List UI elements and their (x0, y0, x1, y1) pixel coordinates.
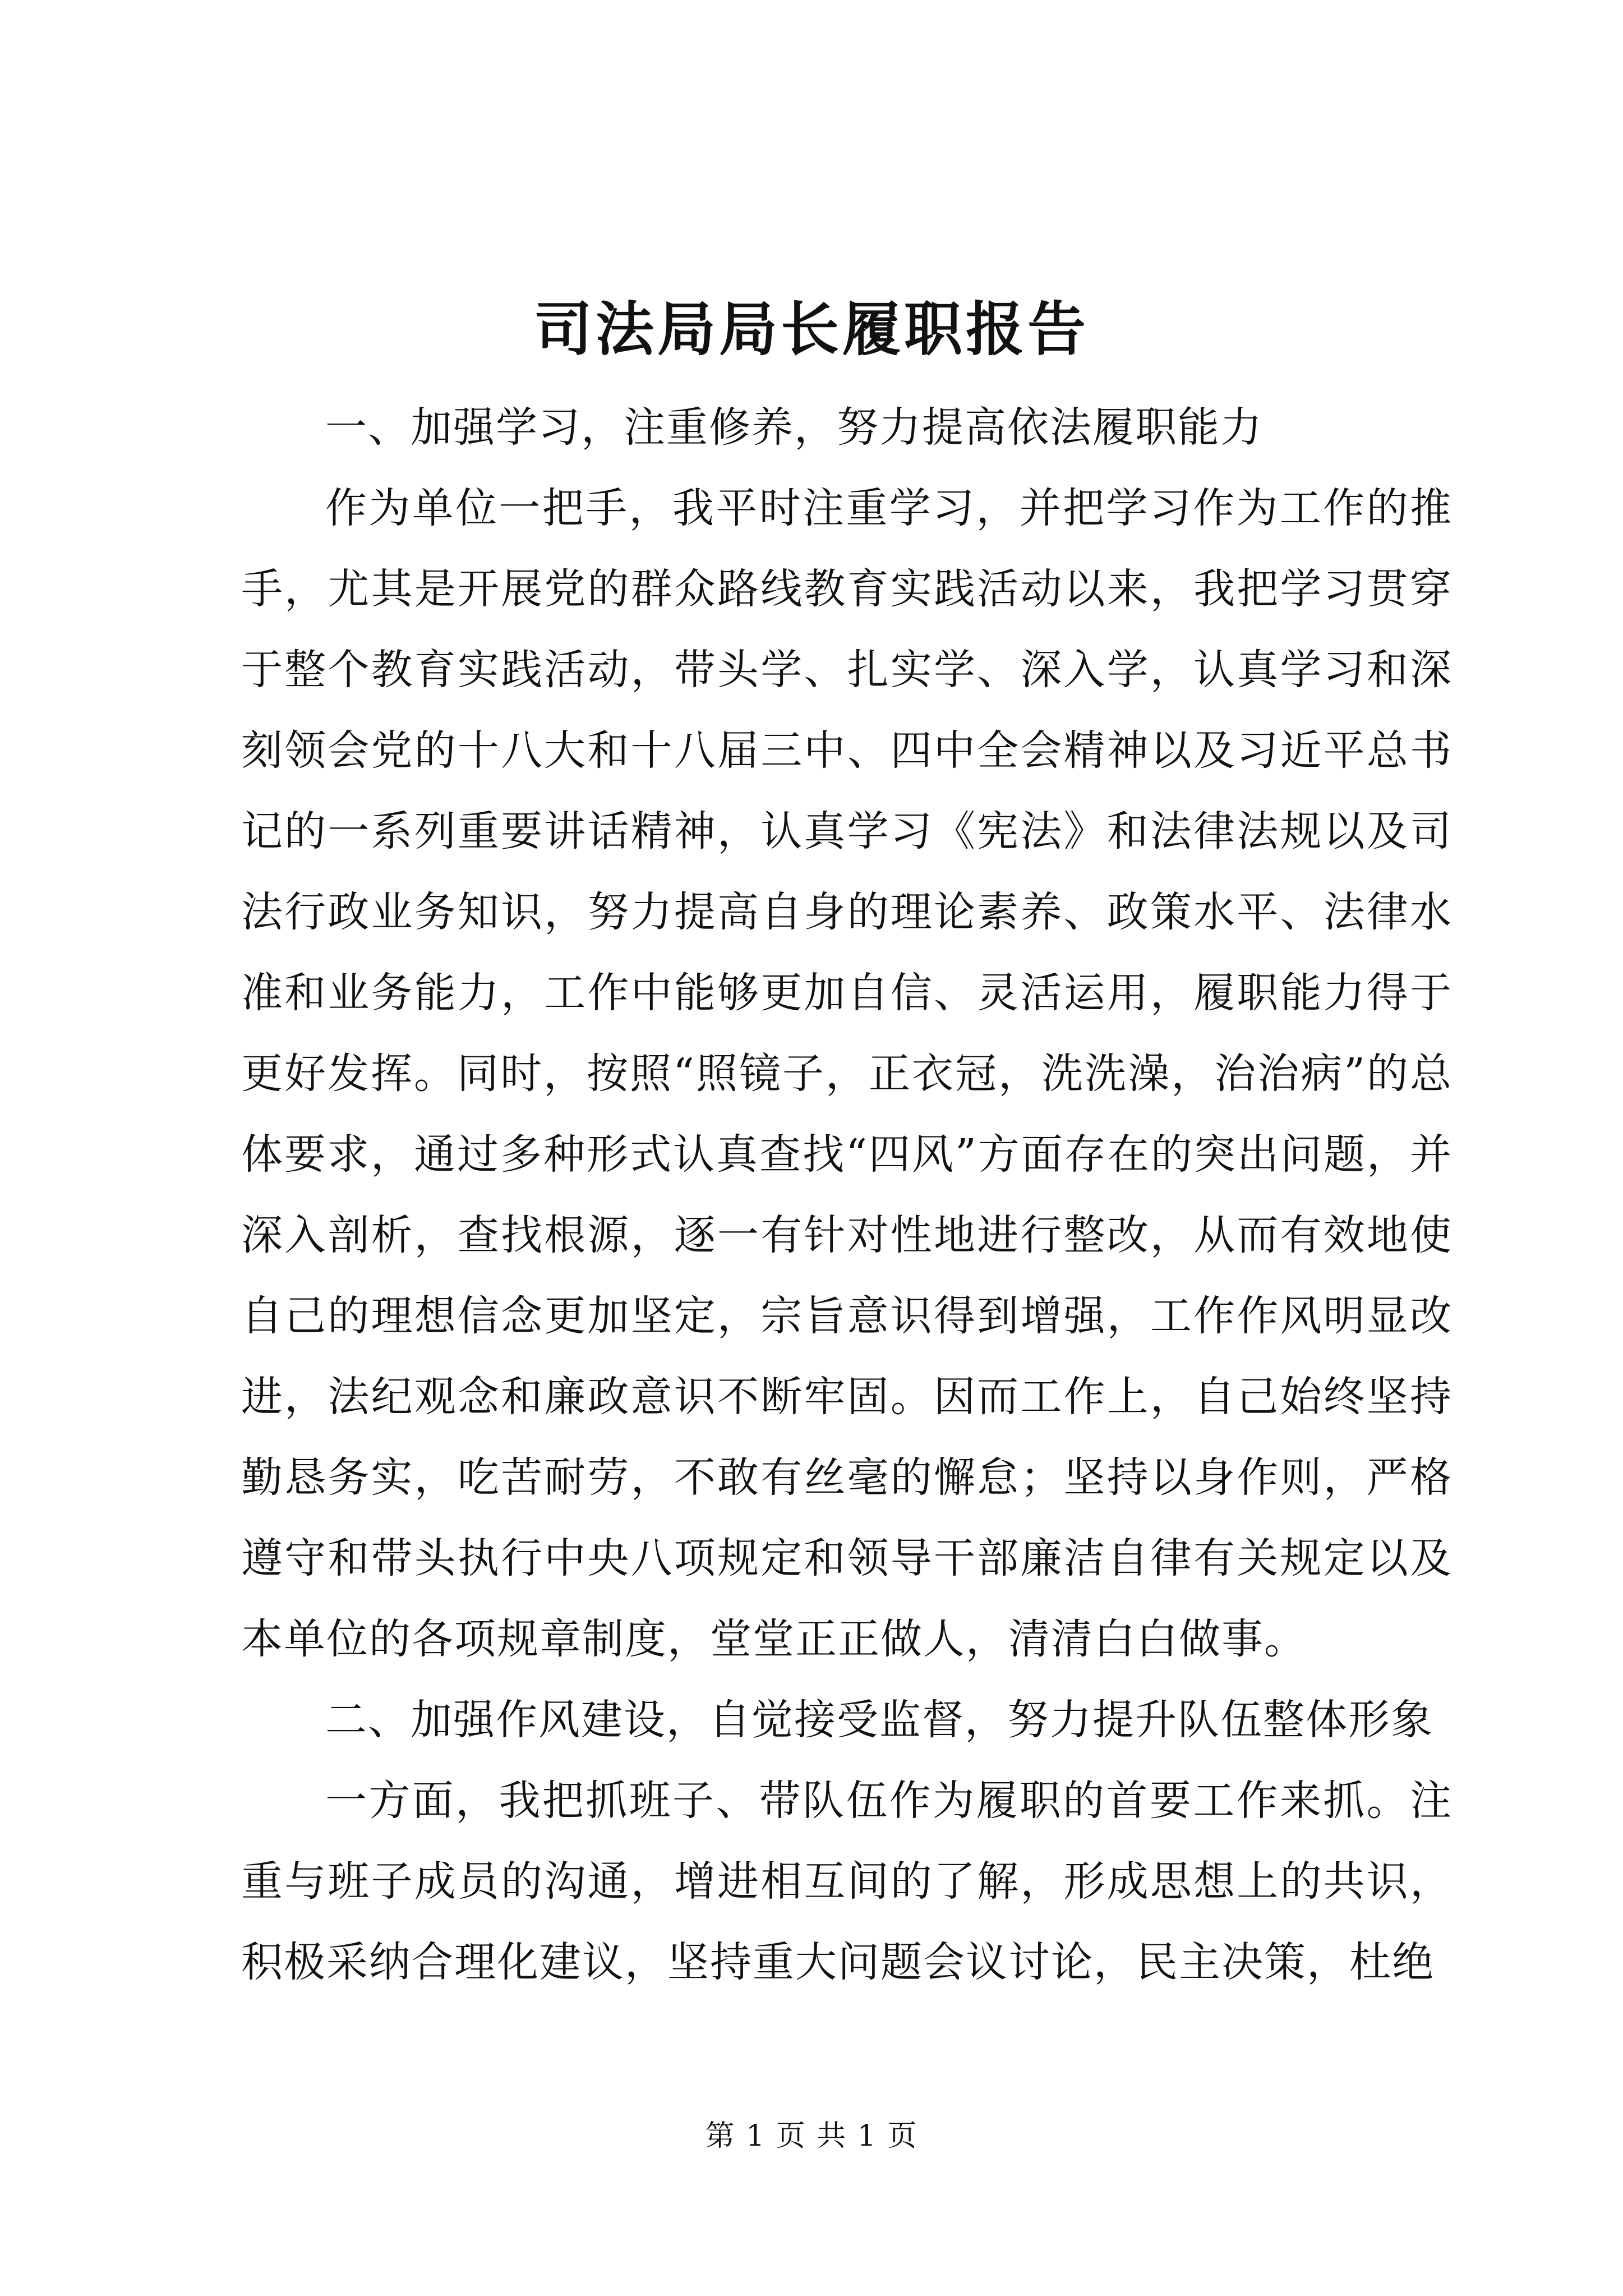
page-number-footer: 第 1 页 共 1 页 (705, 2119, 918, 2153)
section-heading-1: 一、加强学习，注重修养，努力提高依法履职能力 (325, 403, 1263, 452)
body-paragraph-2: 一方面，我把抓班子、带队伍作为履职的首要工作来抓。注重与班子成员的沟通，增进相互间的了解，形成思想上的共识，积极采纳合理化建议，坚持重大问题会议讨论，民主决策，杜绝 (241, 1777, 1453, 1986)
document-body (241, 387, 1453, 2003)
body-paragraph-1: 作为单位一把手，我平时注重学习，并把学习作为工作的推手，尤其是开展党的群众路线教育实践活动以来，我把学习贯穿于整个教育实践活动，带头学、扎实学、深入学，认真学习和深刻领会党的十八大和十八届三中、四中全会精神以及习近平总书记的一系列重要讲话精神，认真学习《宪法》和法律法规以及司法行政业务知识，努力提高自身的理论素养、政策水平、法律水准和业务能力，工作中能够更加自信、灵活运用，履职能力得于更好发挥。同时，按照“照镜子，正衣冠，洗洗澡，治治病”的总体要求，通过多种形式认真查找“四风”方面存在的突出问题，并深入剖析，查找根源，逐一有针对性地进行整改，从而有效地使自己的理想信念更加坚定，宗旨意识得到增强，工作作风明显改进，法纪观念和廉政意识不断牢固。因而工作上，自己始终坚持勤恳务实，吃苦耐劳，不敢有丝毫的懈怠；坚持以身作则，严格遵守和带头执行中央八项规定和领导干部廉洁自律有关规定以及本单位的各项规章制度，堂堂正正做人，清清白白做事。 (241, 484, 1453, 1663)
document-title: 司法局局长履职报告 (533, 295, 1089, 364)
section-heading-2: 二、加强作风建设，自觉接受监督，努力提升队伍整体形象 (325, 1696, 1433, 1744)
